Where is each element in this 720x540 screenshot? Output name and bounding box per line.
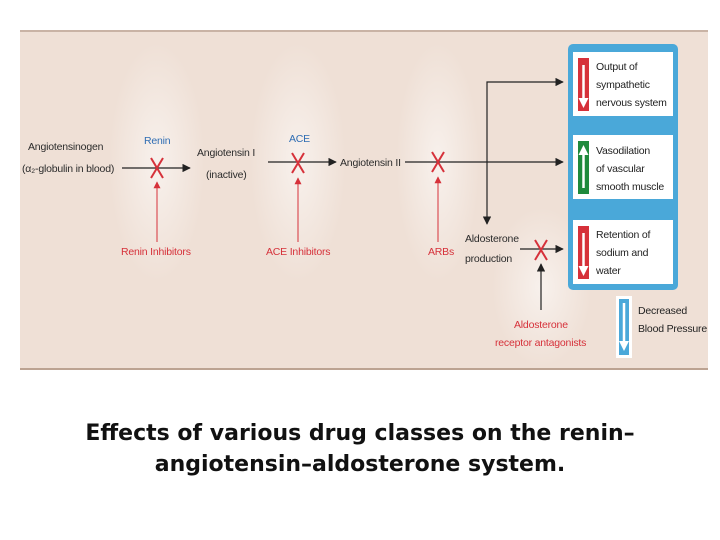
- arbs-label: ARBs: [428, 246, 455, 258]
- effect-line: nervous system: [596, 97, 667, 109]
- effect-line: Output of: [596, 61, 638, 73]
- caption-line: angiotensin–aldosterone system.: [154, 452, 566, 477]
- caption-line: Effects of various drug classes on the renin–: [85, 421, 635, 446]
- figure-caption: [40, 418, 680, 480]
- effect-box-vasodilation: [573, 135, 673, 199]
- ace-enzyme-label: ACE: [289, 133, 310, 145]
- aldosterone-production-sublabel: production: [465, 253, 513, 265]
- angiotensin1-label: Angiotensin I: [197, 147, 256, 159]
- effect-line: water: [596, 265, 621, 277]
- effect-line: Vasodilation: [596, 145, 651, 157]
- effect-line: sympathetic: [596, 79, 650, 91]
- renin-inhibitors-label: Renin Inhibitors: [121, 246, 191, 258]
- angiotensinogen-sublabel: (α₂-globulin in blood): [22, 163, 115, 175]
- aldosterone-production-label: Aldosterone: [465, 233, 519, 245]
- effect-line: sodium and: [596, 247, 649, 259]
- angiotensin2-label: Angiotensin II: [340, 157, 401, 169]
- effect-line: of vascular: [596, 163, 645, 175]
- raas-diagram-figure: [20, 30, 708, 370]
- angiotensinogen-label: Angiotensinogen: [28, 141, 104, 153]
- aldosterone-antagonists-label: Aldosterone: [514, 319, 568, 331]
- effect-line: Retention of: [596, 229, 651, 241]
- renin-enzyme-label: Renin: [144, 135, 171, 147]
- outcome-line: Blood Pressure: [638, 323, 707, 335]
- aldosterone-antagonists-sublabel: receptor antagonists: [495, 337, 587, 349]
- effect-box-sympathetic: [573, 52, 673, 116]
- ace-inhibitors-label: ACE Inhibitors: [266, 246, 331, 258]
- angiotensin1-sublabel: (inactive): [206, 169, 247, 181]
- effect-box-sodium-retention: [573, 220, 673, 284]
- decreased-blood-pressure-outcome: [616, 296, 707, 358]
- diagram-canvas: [20, 32, 708, 368]
- effect-line: smooth muscle: [596, 181, 665, 193]
- arrow-to-sympathetic-output: [487, 82, 563, 162]
- outcome-line: Decreased: [638, 305, 687, 317]
